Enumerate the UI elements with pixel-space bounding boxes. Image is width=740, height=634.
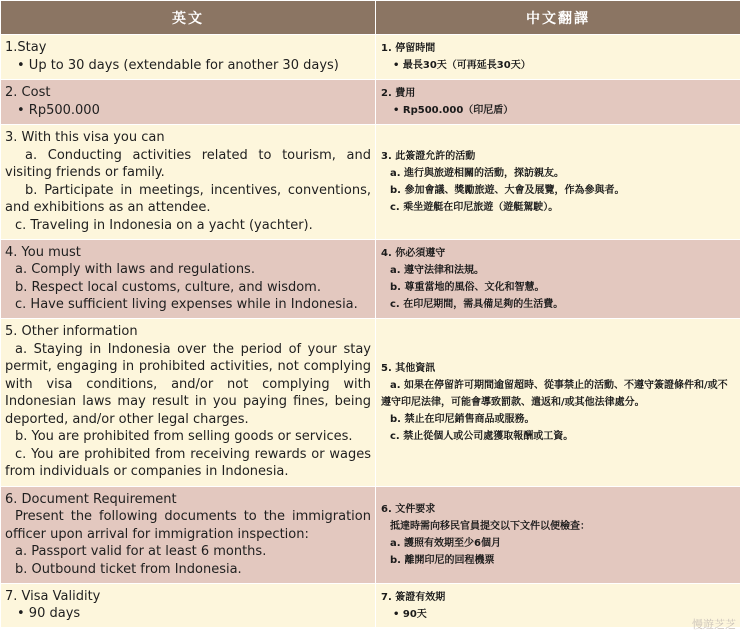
section-title: 3. 此簽證允許的活動 xyxy=(381,151,476,162)
english-cell xyxy=(1,240,376,319)
list-item: a. 如果在停留許可期間逾留超時、從事禁止的活動、不遵守簽證條件和/或不遵守印尼法律，可能會導致罰款、遣返和/或其他法律處分。 xyxy=(381,380,728,408)
list-item: b. Outbound ticket from Indonesia. xyxy=(15,561,242,577)
table-row xyxy=(1,487,740,584)
watermark: 慢遊芝芝 xyxy=(692,618,736,631)
table-row xyxy=(1,240,740,319)
chinese-cell xyxy=(376,35,740,80)
list-item: c. Traveling in Indonesia on a yacht (yachter). xyxy=(15,217,313,233)
list-item: • 90天 xyxy=(393,608,427,620)
table-row xyxy=(1,80,740,125)
table-row xyxy=(1,319,740,487)
list-item: b. 參加會議、獎勵旅遊、大會及展覽，作為參與者。 xyxy=(390,185,625,196)
section-title: 2. 費用 xyxy=(381,88,416,99)
list-item: • Rp500.000（印尼盾） xyxy=(393,105,514,116)
chinese-cell xyxy=(376,240,740,319)
list-item: a. 護照有效期至少6個月 xyxy=(390,538,501,549)
list-item: a. Staying in Indonesia over the period of your stay permit, engaging in prohibited activities, not complying with visa conditions, and/or not complying with Indonesian laws may result in you paying fines, being deported, and/or other legal charges. xyxy=(5,341,371,427)
header-english: 英文 xyxy=(1,1,376,35)
chinese-cell xyxy=(376,80,740,125)
english-cell xyxy=(1,487,376,584)
list-item: b. You are prohibited from selling goods or services. xyxy=(15,429,353,445)
list-item: a. Passport valid for at least 6 months. xyxy=(15,544,267,560)
list-item: b. 尊重當地的風俗、文化和智慧。 xyxy=(390,282,545,293)
list-item: c. 乘坐遊艇在印尼旅遊（遊艇駕駛）。 xyxy=(390,202,559,213)
english-cell xyxy=(1,125,376,240)
list-item: a. Conducting activities related to tourism, and visiting friends or family. xyxy=(5,147,371,180)
list-item: b. 禁止在印尼銷售商品或服務。 xyxy=(390,414,535,425)
english-cell xyxy=(1,35,376,80)
list-item: c. Have sufficient living expenses while in Indonesia. xyxy=(15,297,358,312)
section-title: 1.Stay xyxy=(5,40,47,55)
chinese-cell xyxy=(376,319,740,487)
section-title: 5. Other information xyxy=(5,324,138,340)
section-title: 7. Visa Validity xyxy=(5,588,101,604)
list-item: • Rp500.000 xyxy=(17,102,100,118)
section-title: 1. 停留時間 xyxy=(381,43,436,54)
table-header-row xyxy=(1,1,740,35)
list-item: c. 在印尼期間，需具備足夠的生活費。 xyxy=(390,299,564,310)
list-item: a. Comply with laws and regulations. xyxy=(15,262,255,277)
list-item: c. 禁止從個人或公司處獲取報酬或工資。 xyxy=(390,431,574,442)
chinese-cell xyxy=(376,584,740,628)
list-item: b. 離開印尼的回程機票 xyxy=(390,555,495,566)
list-item: • Up to 30 days (extendable for another 30 days) xyxy=(17,57,339,73)
intro-text: 抵達時需向移民官員提交以下文件以便檢查： xyxy=(390,521,590,532)
list-item: b. Participate in meetings, incentives, conventions, and exhibitions as an attendee. xyxy=(5,182,371,215)
chinese-cell xyxy=(376,487,740,584)
english-cell xyxy=(1,319,376,487)
section-title: 6. Document Requirement xyxy=(5,491,177,507)
section-title: 2. Cost xyxy=(5,85,51,100)
list-item: • 90 days xyxy=(17,606,81,621)
table-row xyxy=(1,35,740,80)
table-row xyxy=(1,584,740,628)
english-cell xyxy=(1,80,376,125)
list-item: c. You are prohibited from receiving rewards or wages from individuals or companies in Indonesia. xyxy=(5,446,371,480)
list-item: a. 遵守法律和法規。 xyxy=(390,265,485,276)
list-item: • 最長30天（可再延長30天） xyxy=(393,60,531,71)
section-title: 4. 你必須遵守 xyxy=(381,248,446,259)
table-row xyxy=(1,125,740,240)
english-cell xyxy=(1,584,376,628)
section-title: 5. 其他資訊 xyxy=(381,363,436,374)
section-title: 4. You must xyxy=(5,244,81,260)
list-item: a. 進行與旅遊相關的活動，探訪親友。 xyxy=(390,168,565,179)
section-title: 7. 簽證有效期 xyxy=(381,591,446,603)
header-chinese: 中文翻譯 xyxy=(376,1,740,35)
intro-text: Present the following documents to the immigration officer upon arrival for immigration inspection: xyxy=(5,509,371,542)
chinese-cell xyxy=(376,125,740,240)
list-item: b. Respect local customs, culture, and wisdom. xyxy=(15,279,321,295)
section-title: 3. With this visa you can xyxy=(5,130,165,145)
section-title: 6. 文件要求 xyxy=(381,504,436,515)
